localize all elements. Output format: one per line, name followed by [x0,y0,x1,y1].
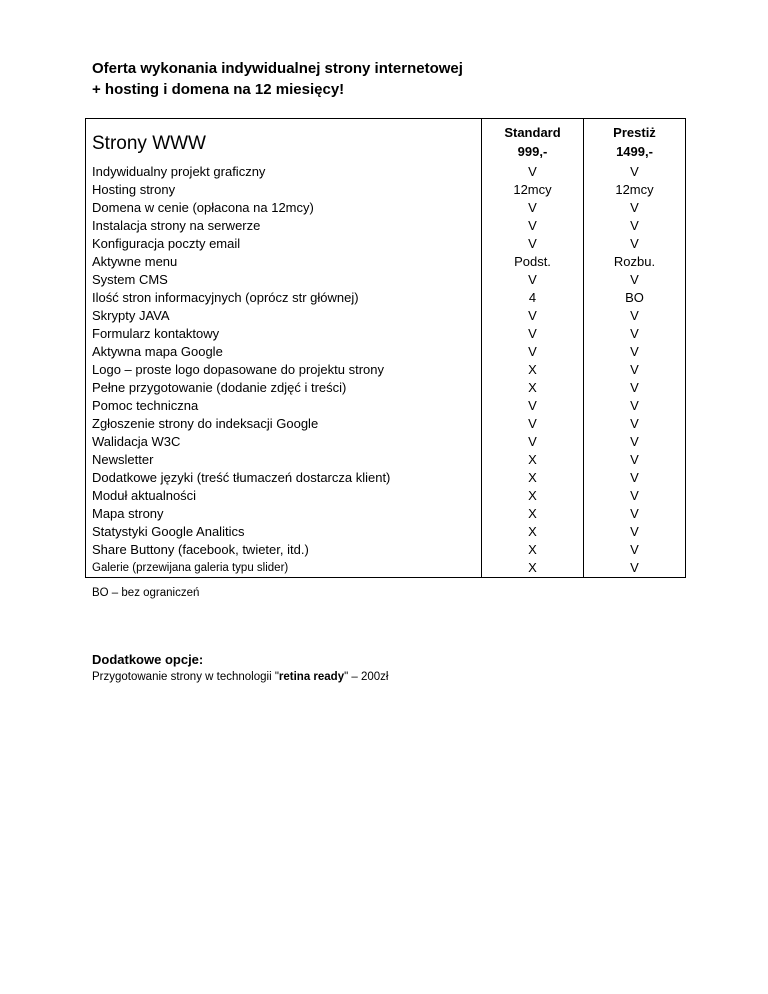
offer-heading [92,58,463,100]
feature-label: System CMS [86,271,482,289]
standard-value: X [482,469,584,487]
prestige-value: V [584,397,686,415]
table-row [86,253,686,271]
standard-value: X [482,541,584,559]
feature-label: Domena w cenie (opłacona na 12mcy) [86,199,482,217]
prestige-value: V [584,379,686,397]
standard-value: X [482,487,584,505]
feature-label: Pomoc techniczna [86,397,482,415]
table-title: Strony WWW [86,119,482,164]
standard-value: 4 [482,289,584,307]
feature-label: Ilość stron informacyjnych (oprócz str głównej) [86,289,482,307]
feature-label: Mapa strony [86,505,482,523]
standard-value: X [482,523,584,541]
table-row [86,379,686,397]
table-row [86,469,686,487]
prestige-value: V [584,505,686,523]
standard-value: 12mcy [482,181,584,199]
table-row [86,541,686,559]
plan-standard-header [482,119,584,164]
heading-line-1: Oferta wykonania indywidualnej strony internetowej [92,60,463,77]
feature-label: Statystyki Google Analitics [86,523,482,541]
feature-label: Galerie (przewijana galeria typu slider) [86,559,482,578]
feature-label: Logo – proste logo dopasowane do projektu strony [86,361,482,379]
plan-standard-price: 999,- [517,144,548,159]
standard-value: V [482,163,584,181]
plan-prestige-name: Prestiż [613,125,656,140]
standard-value: V [482,217,584,235]
pricing-table [85,118,686,578]
standard-value: V [482,271,584,289]
feature-label: Aktywne menu [86,253,482,271]
prestige-value: V [584,523,686,541]
prestige-value: 12mcy [584,181,686,199]
table-row [86,559,686,578]
standard-value: V [482,343,584,361]
table-row [86,199,686,217]
table-row [86,235,686,253]
extras-option-suffix: " – 200zł [344,671,389,683]
table-row [86,397,686,415]
table-row [86,307,686,325]
prestige-value: V [584,361,686,379]
extras-option [92,669,388,685]
prestige-value: V [584,469,686,487]
table-row [86,523,686,541]
standard-value: V [482,199,584,217]
standard-value: X [482,559,584,578]
table-row [86,505,686,523]
table-row [86,163,686,181]
prestige-value: V [584,199,686,217]
feature-label: Skrypty JAVA [86,307,482,325]
extras-title: Dodatkowe opcje: [92,652,204,667]
prestige-value: V [584,559,686,578]
prestige-value: V [584,325,686,343]
standard-value: V [482,235,584,253]
table-row [86,289,686,307]
feature-label: Formularz kontaktowy [86,325,482,343]
prestige-value: V [584,217,686,235]
plan-prestige-price: 1499,- [616,144,653,159]
standard-value: X [482,451,584,469]
standard-value: V [482,433,584,451]
table-row [86,181,686,199]
standard-value: X [482,505,584,523]
prestige-value: V [584,343,686,361]
feature-label: Indywidualny projekt graficzny [86,163,482,181]
standard-value: V [482,325,584,343]
prestige-value: V [584,541,686,559]
table-row [86,487,686,505]
standard-value: V [482,415,584,433]
standard-value: X [482,379,584,397]
feature-label: Dodatkowe języki (treść tłumaczeń dostarcza klient) [86,469,482,487]
prestige-value: V [584,433,686,451]
pricing-table-header [86,119,686,164]
prestige-value: V [584,487,686,505]
legend-note: BO – bez ograniczeń [92,587,200,599]
feature-label: Konfiguracja poczty email [86,235,482,253]
prestige-value: V [584,307,686,325]
heading-line-2: + hosting i domena na 12 miesięcy! [92,81,345,98]
extras-option-bold: retina ready [278,671,345,683]
prestige-value: Rozbu. [584,253,686,271]
table-row [86,451,686,469]
standard-value: X [482,361,584,379]
standard-value: V [482,397,584,415]
table-row [86,217,686,235]
table-row [86,271,686,289]
standard-value: Podst. [482,253,584,271]
table-row [86,433,686,451]
feature-label: Zgłoszenie strony do indeksacji Google [86,415,482,433]
table-row [86,415,686,433]
prestige-value: V [584,415,686,433]
feature-label: Moduł aktualności [86,487,482,505]
feature-label: Instalacja strony na serwerze [86,217,482,235]
prestige-value: BO [584,289,686,307]
feature-label: Share Buttony (facebook, twieter, itd.) [86,541,482,559]
prestige-value: V [584,271,686,289]
table-row [86,325,686,343]
feature-label: Newsletter [86,451,482,469]
prestige-value: V [584,235,686,253]
pricing-table-body [86,163,686,578]
prestige-value: V [584,451,686,469]
plan-standard-name: Standard [504,125,561,140]
extras-option-prefix: Przygotowanie strony w technologii " [92,671,279,683]
feature-label: Hosting strony [86,181,482,199]
feature-label: Pełne przygotowanie (dodanie zdjęć i treści) [86,379,482,397]
table-row [86,361,686,379]
table-row [86,343,686,361]
prestige-value: V [584,163,686,181]
feature-label: Aktywna mapa Google [86,343,482,361]
feature-label: Walidacja W3C [86,433,482,451]
standard-value: V [482,307,584,325]
plan-prestige-header [584,119,686,164]
